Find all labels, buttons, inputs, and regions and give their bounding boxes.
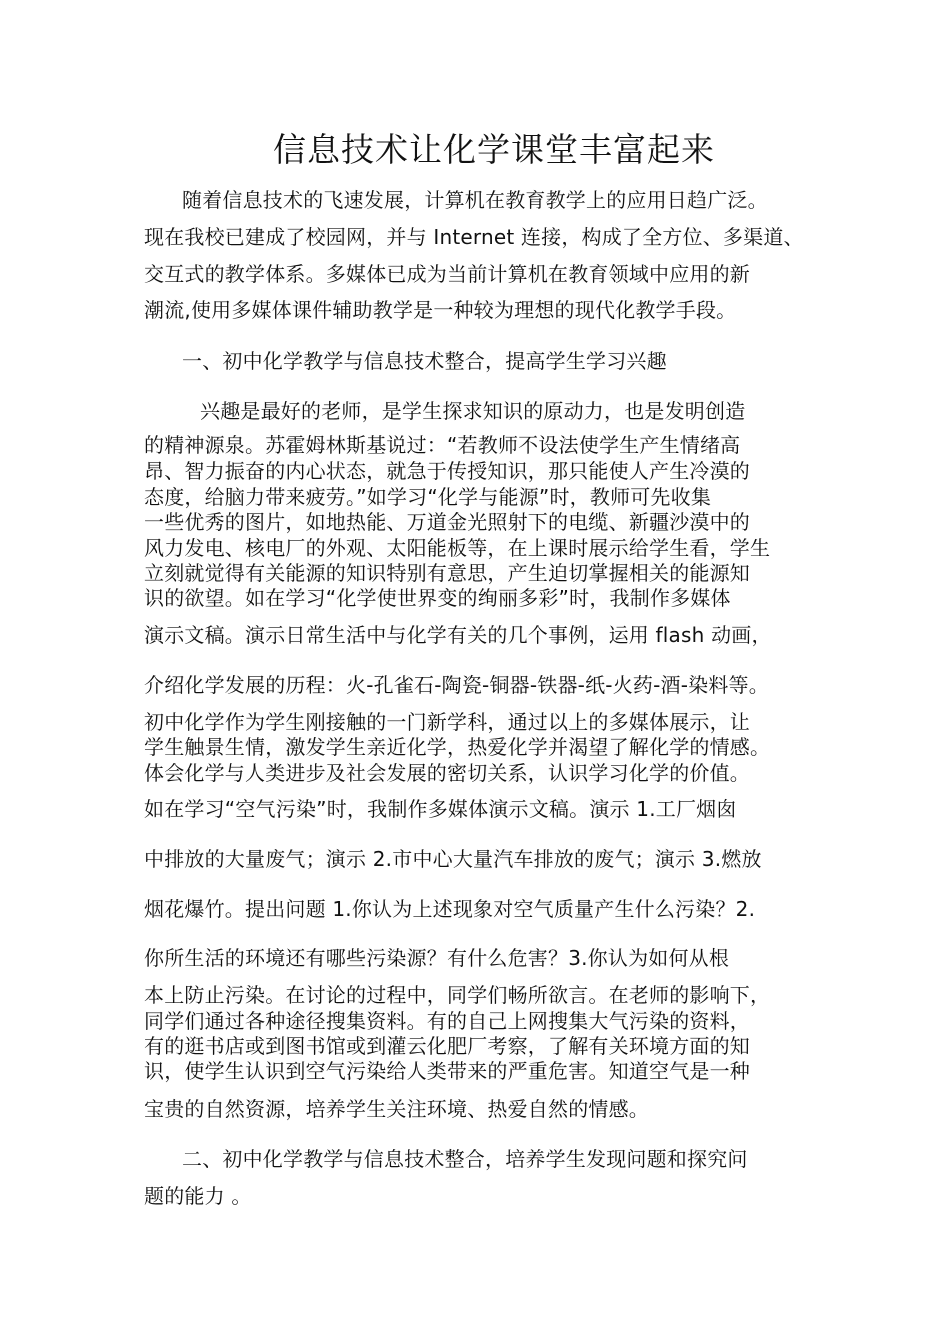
- paragraph-2-line-3: 昂、智力振奋的内心状态，就急于传授知识，那只能使人产生冷漠的: [144, 459, 750, 483]
- section-heading-2-line-1: 二、初中化学教学与信息技术整合，培养学生发现问题和探究问: [182, 1147, 748, 1171]
- paragraph-2-line-13: 体会化学与人类进步及社会发展的密切关系，认识学习化学的价值。: [144, 761, 750, 785]
- paragraph-2-line-16: 烟花爆竹。提出问题 1.你认为上述现象对空气质量产生什么污染？2.: [144, 897, 756, 921]
- document-title: 信息技术让化学课堂丰富起来: [273, 130, 715, 169]
- section-heading-1: 一、初中化学教学与信息技术整合，提高学生学习兴趣: [182, 349, 667, 373]
- paragraph-1-line-3: 交互式的教学体系。多媒体已成为当前计算机在教育领域中应用的新: [144, 262, 750, 286]
- paragraph-2-line-4: 态度，给脑力带来疲劳。”如学习“化学与能源”时，教师可先收集: [144, 485, 712, 509]
- paragraph-2-line-20: 有的逛书店或到图书馆或到灌云化肥厂考察，了解有关环境方面的知: [144, 1034, 750, 1058]
- paragraph-2-line-1: 兴趣是最好的老师，是学生探求知识的原动力，也是发明创造: [200, 399, 746, 423]
- paragraph-2-line-15: 中排放的大量废气；演示 2.市中心大量汽车排放的废气；演示 3.燃放: [144, 847, 762, 871]
- paragraph-2-line-22: 宝贵的自然资源，培养学生关注环境、热爱自然的情感。: [144, 1097, 649, 1121]
- paragraph-1-line-2: 现在我校已建成了校园网，并与 Internet 连接，构成了全方位、多渠道、: [144, 225, 804, 249]
- paragraph-2-line-6: 风力发电、核电厂的外观、太阳能板等，在上课时展示给学生看，学生: [144, 536, 771, 560]
- paragraph-2-line-9: 演示文稿。演示日常生活中与化学有关的几个事例，运用 flash 动画，: [144, 623, 772, 647]
- paragraph-2-line-18: 本上防止污染。在讨论的过程中，同学们畅所欲言。在老师的影响下，: [144, 983, 771, 1007]
- section-heading-2-line-2: 题的能力 。: [144, 1184, 252, 1208]
- paragraph-2-line-10: 介绍化学发展的历程：火-孔雀石-陶瓷-铜器-铁器-纸-火药-酒-染料等。: [144, 673, 769, 697]
- paragraph-2-line-17: 你所生活的环境还有哪些污染源？有什么危害？3.你认为如何从根: [144, 946, 730, 970]
- paragraph-1-line-1: 随着信息技术的飞速发展，计算机在教育教学上的应用日趋广泛。: [182, 188, 768, 212]
- paragraph-2-line-8: 识的欲望。如在学习“化学使世界变的绚丽多彩”时，我制作多媒体: [144, 586, 731, 610]
- paragraph-2-line-19: 同学们通过各种途径搜集资料。有的自己上网搜集大气污染的资料，: [144, 1009, 750, 1033]
- paragraph-2-line-14: 如在学习“空气污染”时，我制作多媒体演示文稿。演示 1.工厂烟囱: [144, 797, 737, 821]
- paragraph-2-line-21: 识，使学生认识到空气污染给人类带来的严重危害。知道空气是一种: [144, 1059, 750, 1083]
- paragraph-1-line-4: 潮流,使用多媒体课件辅助教学是一种较为理想的现代化教学手段。: [144, 298, 737, 322]
- paragraph-2-line-2: 的精神源泉。苏霍姆林斯基说过：“若教师不设法使学生产生情绪高: [144, 433, 741, 457]
- paragraph-2-line-12: 学生触景生情，激发学生亲近化学，热爱化学并渴望了解化学的情感。: [144, 735, 771, 759]
- paragraph-2-line-7: 立刻就觉得有关能源的知识特别有意思，产生迫切掌握相关的能源知: [144, 561, 750, 585]
- paragraph-2-line-5: 一些优秀的图片，如地热能、万道金光照射下的电缆、新疆沙漠中的: [144, 510, 750, 534]
- paragraph-2-line-11: 初中化学作为学生刚接触的一门新学科，通过以上的多媒体展示，让: [144, 710, 750, 734]
